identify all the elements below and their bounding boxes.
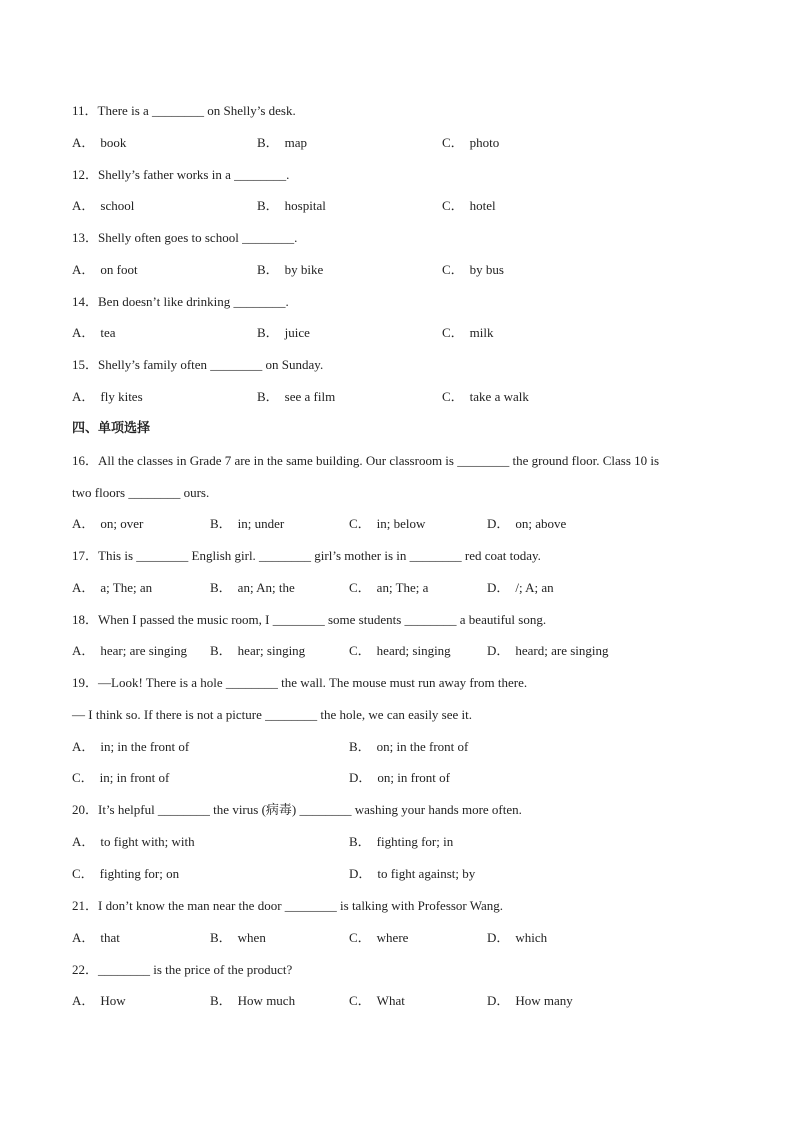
answer-option[interactable] [442, 262, 504, 278]
option-text: book [100, 135, 127, 150]
option-text: on; above [515, 516, 567, 531]
answer-option[interactable] [72, 643, 187, 659]
option-text: on; over [100, 516, 144, 531]
option-letter: B． [210, 930, 232, 945]
option-text: fly kites [100, 389, 143, 404]
question-text: 22．________ is the price of the product? [72, 962, 293, 977]
answer-option[interactable] [487, 516, 566, 532]
question-text: 12．Shelly’s father works in a ________. [72, 167, 290, 182]
option-text: heard; singing [376, 643, 451, 658]
answer-option[interactable] [349, 930, 408, 946]
option-letter: A． [72, 198, 95, 213]
option-letter: C． [442, 262, 464, 277]
answer-option[interactable] [349, 993, 405, 1009]
option-letter: C． [349, 580, 371, 595]
option-text: milk [469, 325, 494, 340]
option-text: by bus [469, 262, 504, 277]
option-letter: C． [349, 643, 371, 658]
question-text: 15．Shelly’s family often ________ on Sunday. [72, 357, 324, 372]
option-text: How [100, 993, 126, 1008]
option-letter: B． [210, 516, 232, 531]
answer-option[interactable] [349, 866, 475, 882]
answer-option[interactable] [257, 325, 310, 341]
answer-option[interactable] [210, 516, 284, 532]
option-letter: C． [72, 770, 94, 785]
answer-option[interactable] [72, 516, 143, 532]
option-letter: A． [72, 580, 95, 595]
question-text: 17．This is ________ English girl. ________ girl’s mother is in ________ red coat today. [72, 548, 541, 563]
option-text: to fight with; with [100, 834, 195, 849]
answer-option[interactable] [349, 580, 428, 596]
option-letter: B． [257, 135, 279, 150]
option-letter: C． [349, 930, 371, 945]
answer-option[interactable] [442, 135, 499, 151]
answer-option[interactable] [210, 643, 305, 659]
option-text: /; A; an [515, 580, 554, 595]
answer-option[interactable] [487, 580, 554, 596]
option-letter: B． [349, 834, 371, 849]
answer-option[interactable] [257, 198, 326, 214]
option-text: hospital [284, 198, 326, 213]
answer-option[interactable] [210, 580, 295, 596]
option-letter: D． [487, 930, 510, 945]
answer-option[interactable] [442, 198, 496, 214]
option-text: by bike [284, 262, 324, 277]
question-text: 14．Ben doesn’t like drinking ________. [72, 294, 289, 309]
option-text: in; in front of [99, 770, 170, 785]
option-text: heard; are singing [515, 643, 609, 658]
option-letter: A． [72, 993, 95, 1008]
option-letter: D． [487, 516, 510, 531]
answer-option[interactable] [72, 834, 195, 850]
option-letter: C． [72, 866, 94, 881]
option-letter: C． [442, 325, 464, 340]
answer-option[interactable] [349, 834, 453, 850]
answer-option[interactable] [72, 262, 138, 278]
option-letter: B． [257, 198, 279, 213]
option-letter: C． [349, 993, 371, 1008]
answer-option[interactable] [349, 516, 425, 532]
question-text: two floors ________ ours. [72, 485, 210, 500]
option-text: How many [515, 993, 573, 1008]
option-letter: B． [257, 389, 279, 404]
option-text: when [237, 930, 266, 945]
option-text: school [100, 198, 135, 213]
option-text: on; in the front of [376, 739, 469, 754]
answer-option[interactable] [72, 580, 152, 596]
option-text: in; below [376, 516, 426, 531]
answer-option[interactable] [487, 643, 609, 659]
option-text: which [515, 930, 548, 945]
option-text: in; in the front of [100, 739, 190, 754]
option-letter: A． [72, 930, 95, 945]
option-text: hotel [469, 198, 496, 213]
option-text: on; in front of [377, 770, 450, 785]
question-text: 21．I don’t know the man near the door ________ is talking with Professor Wang. [72, 898, 504, 913]
answer-option[interactable] [257, 262, 323, 278]
option-text: How much [237, 993, 296, 1008]
answer-option[interactable] [72, 930, 120, 946]
option-text: tea [100, 325, 116, 340]
option-letter: D． [487, 580, 510, 595]
option-text: hear; singing [237, 643, 306, 658]
answer-option[interactable] [210, 993, 295, 1009]
option-letter: C． [442, 198, 464, 213]
option-letter: A． [72, 389, 95, 404]
question-text: — I think so. If there is not a picture ________ the hole, we can easily see it. [72, 707, 473, 722]
answer-option[interactable] [349, 770, 450, 786]
question-text: 18．When I passed the music room, I ________ some students ________ a beautiful song. [72, 612, 547, 627]
option-letter: C． [442, 135, 464, 150]
option-letter: A． [72, 739, 95, 754]
option-letter: A． [72, 325, 95, 340]
question-text: 13．Shelly often goes to school ________. [72, 230, 298, 245]
option-letter: B． [210, 643, 232, 658]
question-text: 19．—Look! There is a hole ________ the wall. The mouse must run away from there. [72, 675, 528, 690]
option-text: see a film [284, 389, 336, 404]
option-text: map [284, 135, 308, 150]
option-letter: B． [210, 580, 232, 595]
option-text: in; under [237, 516, 285, 531]
option-letter: D． [487, 993, 510, 1008]
answer-option[interactable] [487, 993, 573, 1009]
option-letter: B． [257, 325, 279, 340]
answer-option[interactable] [72, 770, 169, 786]
option-text: What [376, 993, 405, 1008]
option-letter: C． [442, 389, 464, 404]
answer-option[interactable] [72, 389, 143, 405]
option-letter: D． [487, 643, 510, 658]
question-text: 20．It’s helpful ________ the virus (病毒) ________ washing your hands more often. [72, 802, 522, 817]
option-letter: A． [72, 516, 95, 531]
answer-option[interactable] [349, 643, 451, 659]
option-letter: A． [72, 834, 95, 849]
answer-option[interactable] [487, 930, 547, 946]
answer-option[interactable] [72, 993, 126, 1009]
option-text: a; The; an [100, 580, 153, 595]
option-text: take a walk [469, 389, 529, 404]
option-text: fighting for; in [376, 834, 454, 849]
answer-option[interactable] [210, 930, 266, 946]
option-letter: A． [72, 262, 95, 277]
option-text: that [100, 930, 120, 945]
option-text: photo [469, 135, 500, 150]
answer-option[interactable] [72, 135, 126, 151]
answer-option[interactable] [72, 739, 189, 755]
option-text: on foot [100, 262, 138, 277]
answer-option[interactable] [72, 866, 179, 882]
option-text: an; An; the [237, 580, 295, 595]
option-text: juice [284, 325, 310, 340]
option-text: fighting for; on [99, 866, 180, 881]
question-text: 16．All the classes in Grade 7 are in the same building. Our classroom is ________ the ground floor. Class 10 is [72, 453, 660, 468]
option-letter: B． [349, 739, 371, 754]
option-text: where [376, 930, 409, 945]
answer-option[interactable] [442, 389, 529, 405]
answer-option[interactable] [257, 389, 335, 405]
option-letter: C． [349, 516, 371, 531]
option-text: hear; are singing [100, 643, 188, 658]
option-letter: D． [349, 770, 372, 785]
question-text: 11．There is a ________ on Shelly’s desk. [72, 103, 296, 118]
section-heading: 四、单项选择 [72, 421, 151, 436]
answer-option[interactable] [442, 325, 494, 341]
option-letter: A． [72, 135, 95, 150]
option-letter: D． [349, 866, 372, 881]
answer-option[interactable] [257, 135, 307, 151]
option-text: an; The; a [376, 580, 429, 595]
answer-option[interactable] [349, 739, 468, 755]
option-letter: B． [257, 262, 279, 277]
answer-option[interactable] [72, 198, 134, 214]
option-letter: B． [210, 993, 232, 1008]
answer-option[interactable] [72, 325, 116, 341]
option-text: to fight against; by [377, 866, 476, 881]
option-letter: A． [72, 643, 95, 658]
